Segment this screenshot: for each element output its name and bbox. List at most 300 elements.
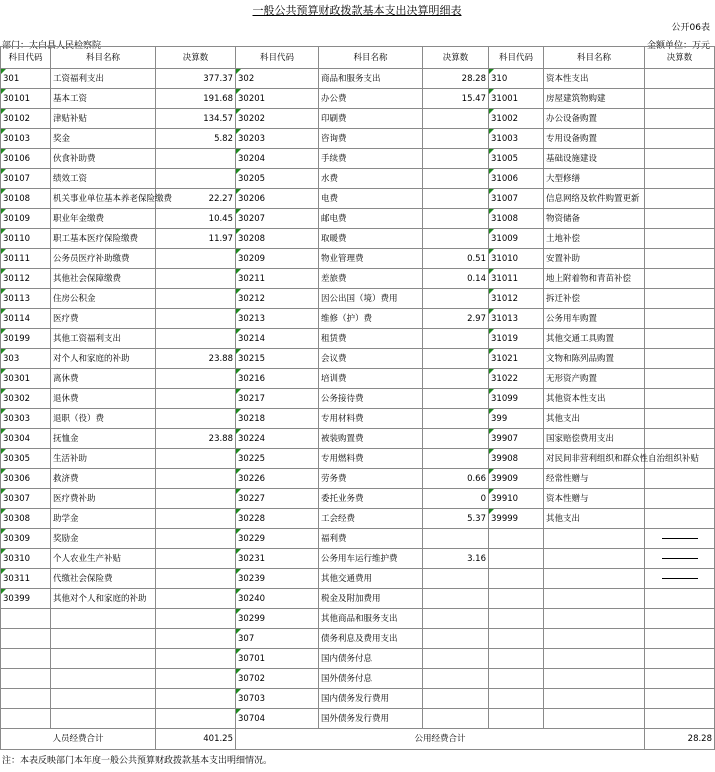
amount-cell (645, 389, 715, 409)
subject-name-cell: 津贴补贴 (51, 109, 156, 129)
amount-cell (423, 609, 489, 629)
subject-name-cell (544, 589, 645, 609)
amount-cell (645, 669, 715, 689)
subject-code-cell: 30704 (236, 709, 319, 729)
subject-name-cell: 其他对个人和家庭的补助 (51, 589, 156, 609)
subject-name-cell (544, 709, 645, 729)
subject-name-cell: 基础设施建设 (544, 149, 645, 169)
amount-cell (645, 129, 715, 149)
subject-code-cell (489, 529, 544, 549)
amount-cell (645, 609, 715, 629)
table-row (1, 89, 715, 109)
header-code-1: 科目代码 (1, 47, 51, 69)
amount-cell (423, 129, 489, 149)
subject-code-cell (489, 669, 544, 689)
amount-cell (423, 589, 489, 609)
amount-cell (423, 389, 489, 409)
subject-code-cell: 30106 (1, 149, 51, 169)
amount-cell (423, 149, 489, 169)
table-row (1, 329, 715, 349)
subject-name-cell: 因公出国（境）费用 (319, 289, 423, 309)
subject-code-cell (489, 649, 544, 669)
subject-code-cell: 31003 (489, 129, 544, 149)
subject-code-cell: 30225 (236, 449, 319, 469)
subject-name-cell: 培训费 (319, 369, 423, 389)
amount-cell (423, 209, 489, 229)
amount-cell: 377.37 (156, 69, 236, 89)
subject-name-cell (544, 669, 645, 689)
subject-code-cell (489, 689, 544, 709)
subject-code-cell: 30214 (236, 329, 319, 349)
subject-code-cell: 31013 (489, 309, 544, 329)
amount-cell (645, 329, 715, 349)
amount-cell (423, 629, 489, 649)
subject-code-cell: 30208 (236, 229, 319, 249)
subject-code-cell (1, 689, 51, 709)
subject-name-cell: 其他商品和服务支出 (319, 609, 423, 629)
subject-name-cell: 奖金 (51, 129, 156, 149)
subject-code-cell (489, 609, 544, 629)
subject-name-cell: 对民间非营利组织和群众性自治组织补贴 (544, 449, 645, 469)
subject-code-cell (489, 589, 544, 609)
amount-cell (156, 649, 236, 669)
amount-cell (156, 329, 236, 349)
amount-cell: 15.47 (423, 89, 489, 109)
subject-code-cell: 39909 (489, 469, 544, 489)
amount-cell (156, 609, 236, 629)
subject-code-cell: 30308 (1, 509, 51, 529)
subject-name-cell: 会议费 (319, 349, 423, 369)
subject-name-cell: 安置补助 (544, 249, 645, 269)
amount-cell (156, 669, 236, 689)
subject-code-cell: 30231 (236, 549, 319, 569)
subject-code-cell: 30229 (236, 529, 319, 549)
table-row (1, 509, 715, 529)
subject-code-cell: 30703 (236, 689, 319, 709)
amount-cell (423, 669, 489, 689)
subject-code-cell: 30102 (1, 109, 51, 129)
table-row (1, 669, 715, 689)
table-row (1, 549, 715, 569)
subject-code-cell (1, 609, 51, 629)
empty-dash-line (662, 558, 698, 559)
amount-cell (423, 649, 489, 669)
subject-name-cell: 国内债务发行费用 (319, 689, 423, 709)
table-row (1, 409, 715, 429)
subject-code-cell: 39910 (489, 489, 544, 509)
subject-name-cell: 专用设备购置 (544, 129, 645, 149)
subject-name-cell: 水费 (319, 169, 423, 189)
subject-name-cell (544, 629, 645, 649)
amount-cell (156, 449, 236, 469)
amount-cell (645, 509, 715, 529)
amount-cell (156, 309, 236, 329)
subject-code-cell (1, 669, 51, 689)
subject-code-cell: 39908 (489, 449, 544, 469)
amount-cell (156, 589, 236, 609)
amount-cell (156, 149, 236, 169)
amount-cell (423, 529, 489, 549)
table-row (1, 289, 715, 309)
subject-code-cell: 31006 (489, 169, 544, 189)
subject-code-cell: 30303 (1, 409, 51, 429)
subject-code-cell: 399 (489, 409, 544, 429)
table-header-row (1, 47, 715, 69)
amount-cell (645, 649, 715, 669)
subject-name-cell (51, 629, 156, 649)
subject-name-cell: 抚恤金 (51, 429, 156, 449)
subject-name-cell: 对个人和家庭的补助 (51, 349, 156, 369)
amount-cell (645, 269, 715, 289)
subject-code-cell: 31010 (489, 249, 544, 269)
amount-cell: 5.37 (423, 509, 489, 529)
subject-name-cell: 税金及附加费用 (319, 589, 423, 609)
table-row (1, 369, 715, 389)
header-amount-3: 决算数 (645, 47, 715, 69)
subject-code-cell: 30216 (236, 369, 319, 389)
amount-cell (423, 369, 489, 389)
subject-name-cell: 绩效工资 (51, 169, 156, 189)
subject-name-cell: 物业管理费 (319, 249, 423, 269)
header-amount-2: 决算数 (423, 47, 489, 69)
amount-cell: 28.28 (423, 69, 489, 89)
amount-cell (423, 189, 489, 209)
subject-code-cell: 30109 (1, 209, 51, 229)
subject-code-cell: 303 (1, 349, 51, 369)
subject-name-cell: 离休费 (51, 369, 156, 389)
amount-cell (645, 309, 715, 329)
amount-cell: 191.68 (156, 89, 236, 109)
subject-name-cell: 公务员医疗补助缴费 (51, 249, 156, 269)
subject-name-cell: 维修（护）费 (319, 309, 423, 329)
amount-cell: 23.88 (156, 349, 236, 369)
subject-code-cell: 30226 (236, 469, 319, 489)
header-name-2: 科目名称 (319, 47, 423, 69)
amount-cell (156, 689, 236, 709)
subject-code-cell: 30228 (236, 509, 319, 529)
subject-name-cell: 委托业务费 (319, 489, 423, 509)
subject-name-cell: 机关事业单位基本养老保险缴费 (51, 189, 156, 209)
subject-code-cell: 31011 (489, 269, 544, 289)
subject-code-cell: 30205 (236, 169, 319, 189)
subject-name-cell: 土地补偿 (544, 229, 645, 249)
table-row (1, 309, 715, 329)
subject-name-cell (544, 649, 645, 669)
subject-name-cell: 退职（役）费 (51, 409, 156, 429)
subject-name-cell: 国家赔偿费用支出 (544, 429, 645, 449)
subject-code-cell: 302 (236, 69, 319, 89)
subject-code-cell: 30307 (1, 489, 51, 509)
amount-cell: 5.82 (156, 129, 236, 149)
subject-name-cell: 信息网络及软件购置更新 (544, 189, 645, 209)
subject-code-cell: 30203 (236, 129, 319, 149)
public-total-label: 公用经费合计 (236, 729, 645, 750)
subject-code-cell: 31021 (489, 349, 544, 369)
subject-name-cell: 房屋建筑物购建 (544, 89, 645, 109)
subject-code-cell: 30701 (236, 649, 319, 669)
table-row (1, 149, 715, 169)
subject-name-cell: 拆迁补偿 (544, 289, 645, 309)
subject-name-cell (544, 609, 645, 629)
subject-code-cell (489, 629, 544, 649)
table-row (1, 109, 715, 129)
amount-cell: 0.51 (423, 249, 489, 269)
subject-name-cell: 救济费 (51, 469, 156, 489)
subject-code-cell: 30212 (236, 289, 319, 309)
subject-code-cell: 30108 (1, 189, 51, 209)
subject-code-cell: 31099 (489, 389, 544, 409)
subject-code-cell: 310 (489, 69, 544, 89)
subject-code-cell (489, 709, 544, 729)
subject-name-cell: 个人农业生产补贴 (51, 549, 156, 569)
subject-name-cell: 债务利息及费用支出 (319, 629, 423, 649)
amount-cell (156, 509, 236, 529)
amount-cell (645, 149, 715, 169)
subject-code-cell: 30305 (1, 449, 51, 469)
amount-cell (423, 449, 489, 469)
subject-name-cell: 专用燃料费 (319, 449, 423, 469)
subject-code-cell: 30399 (1, 589, 51, 609)
subject-code-cell: 30207 (236, 209, 319, 229)
amount-cell (423, 349, 489, 369)
subject-name-cell: 电费 (319, 189, 423, 209)
amount-cell (645, 489, 715, 509)
subject-code-cell: 30227 (236, 489, 319, 509)
subject-code-cell: 30310 (1, 549, 51, 569)
amount-cell: 0.66 (423, 469, 489, 489)
amount-cell: 0 (423, 489, 489, 509)
form-number: 公开06表 (671, 23, 710, 33)
amount-cell (645, 569, 715, 589)
subject-name-cell: 其他交通工具购置 (544, 329, 645, 349)
table-row (1, 609, 715, 629)
amount-cell (645, 349, 715, 369)
amount-cell (423, 409, 489, 429)
subject-code-cell: 30239 (236, 569, 319, 589)
subject-name-cell: 公务用车购置 (544, 309, 645, 329)
subject-name-cell: 代缴社会保险费 (51, 569, 156, 589)
subject-code-cell: 30111 (1, 249, 51, 269)
table-row (1, 449, 715, 469)
amount-cell (156, 289, 236, 309)
amount-cell: 2.97 (423, 309, 489, 329)
subject-name-cell: 无形资产购置 (544, 369, 645, 389)
subject-name-cell: 助学金 (51, 509, 156, 529)
subject-name-cell: 奖励金 (51, 529, 156, 549)
subject-name-cell: 租赁费 (319, 329, 423, 349)
subject-name-cell (51, 709, 156, 729)
subject-name-cell: 其他资本性支出 (544, 389, 645, 409)
public-total-value: 28.28 (645, 729, 715, 750)
subject-code-cell: 39907 (489, 429, 544, 449)
amount-cell (645, 369, 715, 389)
subject-name-cell: 差旅费 (319, 269, 423, 289)
subject-code-cell: 30299 (236, 609, 319, 629)
subject-name-cell: 物资储备 (544, 209, 645, 229)
header-code-3: 科目代码 (489, 47, 544, 69)
amount-cell (156, 529, 236, 549)
amount-cell (156, 369, 236, 389)
amount-cell (423, 109, 489, 129)
subject-name-cell: 医疗费 (51, 309, 156, 329)
amount-cell (645, 89, 715, 109)
subject-name-cell: 经常性赠与 (544, 469, 645, 489)
amount-cell (645, 109, 715, 129)
amount-cell (645, 169, 715, 189)
amount-cell: 22.27 (156, 189, 236, 209)
personnel-total-label: 人员经费合计 (1, 729, 156, 750)
table-row (1, 629, 715, 649)
amount-cell (645, 229, 715, 249)
subject-code-cell: 30301 (1, 369, 51, 389)
report-title: 一般公共预算财政拨款基本支出决算明细表 (252, 4, 462, 17)
subject-code-cell (489, 549, 544, 569)
subject-name-cell: 资本性赠与 (544, 489, 645, 509)
subject-name-cell: 专用材料费 (319, 409, 423, 429)
amount-cell (423, 229, 489, 249)
subject-code-cell: 30202 (236, 109, 319, 129)
amount-cell (645, 709, 715, 729)
table-row (1, 249, 715, 269)
amount-cell (156, 469, 236, 489)
subject-name-cell: 取暖费 (319, 229, 423, 249)
subject-code-cell (1, 709, 51, 729)
subject-code-cell: 30240 (236, 589, 319, 609)
subject-code-cell: 31019 (489, 329, 544, 349)
subject-name-cell: 邮电费 (319, 209, 423, 229)
table-row (1, 269, 715, 289)
subject-name-cell: 咨询费 (319, 129, 423, 149)
table-row (1, 189, 715, 209)
amount-cell: 11.97 (156, 229, 236, 249)
subject-name-cell: 其他支出 (544, 409, 645, 429)
subject-code-cell: 30218 (236, 409, 319, 429)
table-row (1, 529, 715, 549)
amount-cell (645, 429, 715, 449)
subject-name-cell: 其他社会保障缴费 (51, 269, 156, 289)
subject-name-cell: 公务用车运行维护费 (319, 549, 423, 569)
subject-name-cell (51, 669, 156, 689)
subject-name-cell: 医疗费补助 (51, 489, 156, 509)
subject-code-cell: 30306 (1, 469, 51, 489)
table-row (1, 589, 715, 609)
amount-cell (423, 169, 489, 189)
subject-code-cell: 31012 (489, 289, 544, 309)
subject-name-cell: 办公设备购置 (544, 109, 645, 129)
subject-name-cell: 工会经费 (319, 509, 423, 529)
subject-code-cell: 31022 (489, 369, 544, 389)
subject-name-cell (51, 689, 156, 709)
subject-name-cell (544, 689, 645, 709)
department-label: 部门：太白县人民检察院 (2, 41, 102, 51)
amount-cell (645, 69, 715, 89)
amount-cell (156, 569, 236, 589)
subject-name-cell: 其他交通费用 (319, 569, 423, 589)
amount-cell (156, 169, 236, 189)
subject-code-cell: 30206 (236, 189, 319, 209)
table-row (1, 709, 715, 729)
table-row (1, 229, 715, 249)
amount-cell (423, 329, 489, 349)
subject-code-cell: 301 (1, 69, 51, 89)
subject-name-cell (544, 549, 645, 569)
subject-code-cell: 30101 (1, 89, 51, 109)
amount-cell (645, 409, 715, 429)
subject-code-cell: 30311 (1, 569, 51, 589)
subject-code-cell (1, 629, 51, 649)
amount-cell (645, 689, 715, 709)
subject-code-cell: 30211 (236, 269, 319, 289)
subject-code-cell: 30204 (236, 149, 319, 169)
subject-code-cell: 31001 (489, 89, 544, 109)
amount-cell (156, 389, 236, 409)
expenditure-detail-table (0, 46, 715, 750)
personnel-total-value: 401.25 (156, 729, 236, 750)
subject-name-cell: 生活补助 (51, 449, 156, 469)
table-row (1, 209, 715, 229)
amount-cell (645, 469, 715, 489)
subject-code-cell: 31008 (489, 209, 544, 229)
subject-name-cell (544, 529, 645, 549)
subject-name-cell: 资本性支出 (544, 69, 645, 89)
amount-cell (645, 209, 715, 229)
amount-cell (423, 289, 489, 309)
amount-cell: 0.14 (423, 269, 489, 289)
subject-name-cell: 国内债务付息 (319, 649, 423, 669)
subject-name-cell: 工资福利支出 (51, 69, 156, 89)
subject-code-cell: 30217 (236, 389, 319, 409)
amount-cell (423, 689, 489, 709)
amount-cell (156, 269, 236, 289)
subject-name-cell: 退休费 (51, 389, 156, 409)
subject-code-cell: 30201 (236, 89, 319, 109)
amount-cell: 3.16 (423, 549, 489, 569)
amount-cell: 10.45 (156, 209, 236, 229)
subject-code-cell: 31007 (489, 189, 544, 209)
amount-cell (645, 289, 715, 309)
subject-code-cell: 30110 (1, 229, 51, 249)
amount-cell (645, 629, 715, 649)
amount-unit-label: 金额单位：万元 (646, 41, 710, 51)
subject-name-cell: 国外债务发行费用 (319, 709, 423, 729)
subject-code-cell: 30114 (1, 309, 51, 329)
subject-code-cell: 30112 (1, 269, 51, 289)
amount-cell (156, 709, 236, 729)
amount-cell (645, 249, 715, 269)
subject-name-cell: 职工基本医疗保险缴费 (51, 229, 156, 249)
table-row (1, 649, 715, 669)
amount-cell (645, 449, 715, 469)
subject-name-cell: 被装购置费 (319, 429, 423, 449)
subject-code-cell: 30199 (1, 329, 51, 349)
amount-cell (156, 629, 236, 649)
amount-cell: 134.57 (156, 109, 236, 129)
table-row (1, 169, 715, 189)
subject-name-cell: 大型修缮 (544, 169, 645, 189)
subject-name-cell: 地上附着物和青苗补偿 (544, 269, 645, 289)
subject-name-cell: 公务接待费 (319, 389, 423, 409)
subject-code-cell: 31005 (489, 149, 544, 169)
subject-code-cell (489, 569, 544, 589)
subject-code-cell: 30702 (236, 669, 319, 689)
amount-cell (423, 429, 489, 449)
subject-code-cell: 30103 (1, 129, 51, 149)
table-row (1, 489, 715, 509)
subject-code-cell: 30213 (236, 309, 319, 329)
subject-name-cell: 劳务费 (319, 469, 423, 489)
amount-cell (645, 589, 715, 609)
amount-cell (156, 549, 236, 569)
